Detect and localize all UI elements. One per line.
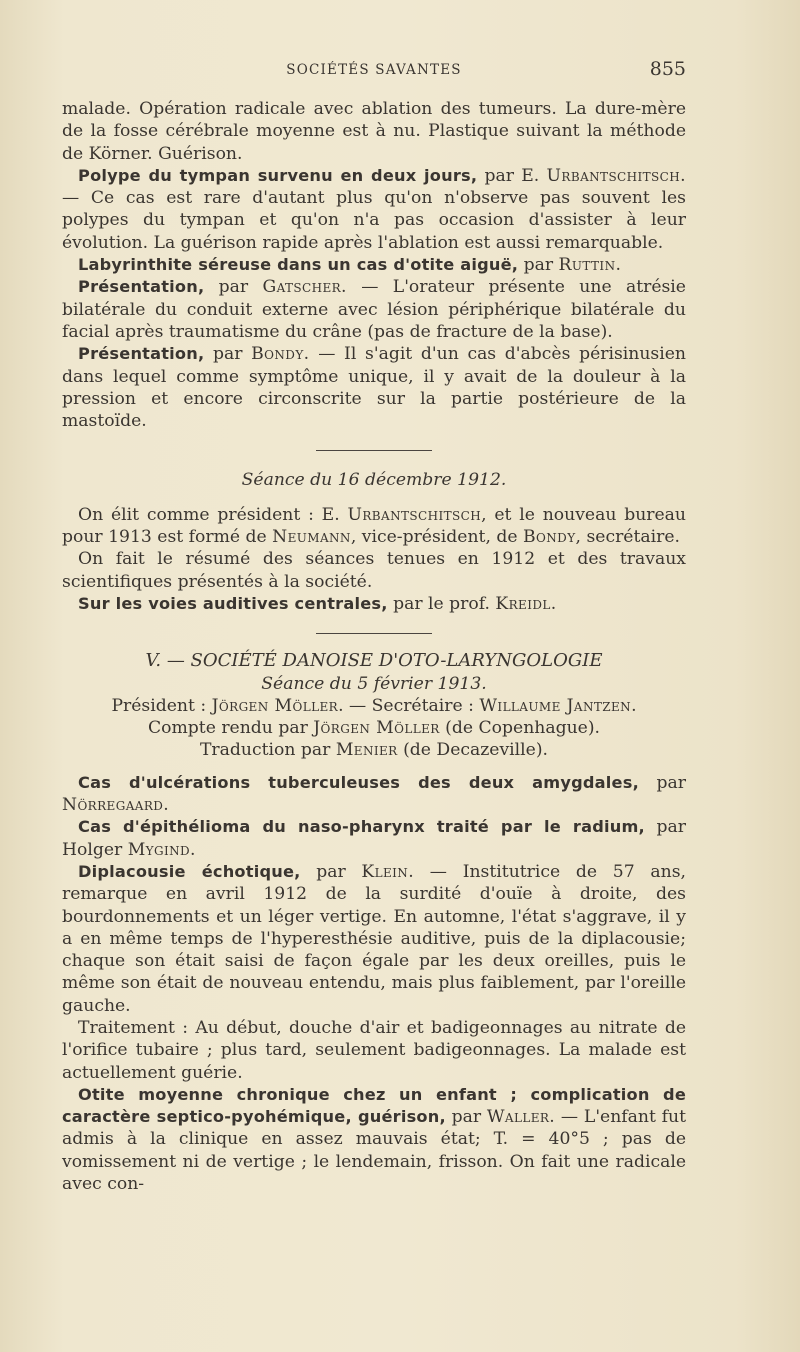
entry-author: Kreidl.: [495, 593, 557, 614]
paragraph-traitement: Traitement : Au début, douche d'air et badigeonnages au nitrate de l'orifice tubaire ; plus tard, seulement badigeonnages. La malade est actuellement guérie.: [62, 1017, 686, 1083]
entry-par: par: [445, 1107, 487, 1128]
paragraph-resume: On fait le résumé des séances tenues en 1912 et des travaux scientifiques présentés à la société.: [62, 549, 686, 592]
entry-text: — Institutrice de 57 ans, remarque en avril 1912 de la surdité d'ouïe à droite, des bourdonnements et un léger vertige. En automne, l'état s'aggrave, il y a en même temps de l'hyperesthésie auditive, puis de la diplacousie; chaque son était saisi de façon égale par les deux oreilles, puis le même son était de nouveau entendu, mais plus faiblement, par l'oreille gauche.: [62, 861, 686, 1016]
entry-author: Mygind.: [127, 839, 196, 860]
paragraph-election: [62, 504, 686, 549]
entry-text: — Il s'agit d'un cas d'abcès périsinusien dans lequel comme symptôme unique, il y avait de la douleur à la pression et encore circonscrite sur la partie postérieure de la mastoïde.: [62, 344, 686, 432]
entry-text: — L'enfant fut admis à la clinique en assez mauvais état; T. = 40°5 ; pas de vomissement ni de vertige ; le lendemain, frisson. On fait une radicale avec con-: [62, 1107, 686, 1195]
paragraph-epithelioma: [62, 816, 686, 861]
paragraph-labyrinthite: [62, 254, 686, 276]
paragraph-presentation-gatscher: [62, 276, 686, 343]
paragraph-voies-auditives: [62, 593, 686, 615]
entry-title: Présentation,: [78, 277, 205, 297]
entry-par: par: [300, 861, 362, 882]
entry-title: Présentation,: [78, 344, 205, 364]
officers-text: . — Secrétaire :: [338, 695, 480, 716]
report-text: Compte rendu par: [148, 718, 314, 739]
officers-line: [62, 695, 686, 717]
translation-line: [62, 739, 686, 761]
president-name: Jörgen Möller: [211, 695, 339, 716]
entry-text: — L'orateur présente une atrésie bilatérale du conduit externe avec lésion périphérique bilatérale du facial après traumatisme du crâne (pas de fracture de la base).: [62, 277, 686, 342]
report-text: (de Copenhague).: [439, 718, 600, 739]
paragraph-ulcerations: [62, 772, 686, 817]
section-heading: V. — SOCIÉTÉ DANOISE D'OTO-LARYNGOLOGIE: [145, 650, 603, 672]
entry-par: par: [204, 344, 252, 365]
name-bondy: Bondy: [523, 527, 576, 548]
entry-title: Cas d'épithélioma du naso-pharynx traité par le radium,: [78, 817, 645, 837]
paragraph-continuation: malade. Opération radicale avec ablation des tumeurs. La dure-mère de la fosse cérébrale moyenne est à nu. Plastique suivant la méthode de Körner. Guérison.: [62, 99, 686, 164]
name-urbantschitsch: Urbantschitsch: [347, 504, 482, 525]
entry-title: Labyrinthite séreuse dans un cas d'otite aiguë,: [78, 255, 519, 275]
entry-author: Gatscher.: [262, 277, 347, 298]
paragraph-presentation-bondy: [62, 343, 686, 432]
page-body: [62, 98, 686, 1195]
entry-text: — Ce cas est rare d'autant plus qu'on n'observe pas souvent les polypes du tympan et qu'on n'a pas occasion d'assister à leur évolution. La guérison rapide après l'ablation est aussi remarquable.: [62, 188, 686, 253]
page-number: 855: [649, 58, 686, 80]
entry-par: par Holger: [62, 817, 686, 860]
paragraph-polype: [62, 165, 686, 254]
paragraph-diplacousie: [62, 861, 686, 1017]
report-author: Jörgen Möller: [313, 718, 440, 739]
entry-par: par le prof.: [387, 593, 496, 614]
entry-author: Nörregaard.: [62, 795, 170, 816]
election-text: On élit comme président : E.: [78, 504, 348, 525]
entry-par: par E.: [477, 165, 547, 186]
running-title: SOCIÉTÉS SAVANTES: [286, 62, 462, 78]
entry-title: Cas d'ulcérations tuberculeuses des deux amygdales,: [78, 772, 639, 792]
officers-text: .: [631, 695, 637, 716]
entry-title: Diplacousie échotique,: [78, 861, 301, 881]
paragraph-otite-moyenne: [62, 1084, 686, 1195]
entry-par: par: [204, 277, 263, 298]
entry-title: Sur les voies auditives centrales,: [78, 593, 388, 613]
report-line: [62, 717, 686, 739]
election-text: , secrétaire.: [575, 527, 680, 548]
secretary-name: Willaume Jantzen: [479, 695, 632, 716]
entry-author: Ruttin.: [558, 255, 622, 276]
election-text: , et le nouveau bureau pour 1913 est formé de: [62, 504, 686, 548]
entry-par: par: [518, 255, 559, 276]
election-text: , vice-président, de: [350, 527, 524, 548]
translation-author: Menier: [335, 740, 398, 761]
page-header: [62, 58, 686, 84]
entry-par: par: [638, 772, 686, 793]
translation-text: Traduction par: [199, 740, 336, 761]
session-heading: Séance du 5 février 1913.: [261, 673, 487, 694]
translation-text: (de Decazeville).: [397, 740, 549, 761]
session-heading: Séance du 16 décembre 1912.: [241, 470, 507, 491]
entry-author: Klein.: [361, 861, 415, 882]
entry-author: Bondy.: [251, 344, 310, 365]
entry-author: Waller.: [486, 1107, 556, 1128]
entry-title: Polype du tympan survenu en deux jours,: [78, 165, 478, 185]
name-neumann: Neumann: [272, 527, 351, 548]
officers-text: Président :: [111, 695, 212, 716]
entry-author: Urbantschitsch.: [546, 165, 686, 186]
entry-title: Otite moyenne chronique chez un enfant ; complication de caractère septico-pyohémique, guérison,: [62, 1084, 686, 1127]
